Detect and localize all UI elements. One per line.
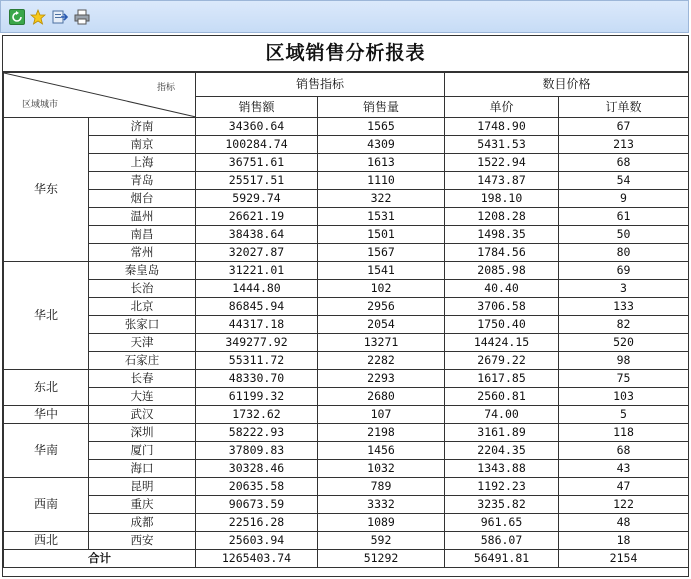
sales-cell: 20635.58: [196, 478, 318, 496]
sales-cell: 1444.80: [196, 280, 318, 298]
orders-cell: 61: [559, 208, 689, 226]
sales-cell: 36751.61: [196, 154, 318, 172]
orders-cell: 82: [559, 316, 689, 334]
corner-header-bottom: 区域城市: [22, 100, 59, 110]
sales-cell: 349277.92: [196, 334, 318, 352]
orders-cell: 75: [559, 370, 689, 388]
price-cell: 1473.87: [445, 172, 559, 190]
city-cell: 长春: [89, 370, 196, 388]
table-row: [4, 496, 689, 514]
price-cell: 2679.22: [445, 352, 559, 370]
orders-cell: 68: [559, 154, 689, 172]
qty-cell: 2293: [318, 370, 445, 388]
qty-cell: 2054: [318, 316, 445, 334]
total-price-cell: 56491.81: [445, 550, 559, 568]
group-header-sales: 销售指标: [196, 73, 445, 97]
table-row: [4, 514, 689, 532]
price-cell: 3161.89: [445, 424, 559, 442]
price-cell: 1208.28: [445, 208, 559, 226]
orders-cell: 50: [559, 226, 689, 244]
qty-cell: 2282: [318, 352, 445, 370]
price-cell: 961.65: [445, 514, 559, 532]
region-cell: 华北: [4, 262, 89, 370]
report-frame: [2, 35, 689, 577]
city-cell: 常州: [89, 244, 196, 262]
table-row: [4, 208, 689, 226]
price-cell: 1192.23: [445, 478, 559, 496]
total-sales-cell: 1265403.74: [196, 550, 318, 568]
qty-cell: 1531: [318, 208, 445, 226]
city-cell: 大连: [89, 388, 196, 406]
table-row: [4, 280, 689, 298]
sales-cell: 48330.70: [196, 370, 318, 388]
price-cell: 198.10: [445, 190, 559, 208]
city-cell: 南京: [89, 136, 196, 154]
price-cell: 1617.85: [445, 370, 559, 388]
table-row: [4, 442, 689, 460]
col-header-price: 单价: [445, 97, 559, 118]
orders-cell: 68: [559, 442, 689, 460]
city-cell: 天津: [89, 334, 196, 352]
refresh-button[interactable]: [9, 9, 25, 25]
sales-cell: 31221.01: [196, 262, 318, 280]
orders-cell: 80: [559, 244, 689, 262]
price-cell: 3706.58: [445, 298, 559, 316]
city-cell: 青岛: [89, 172, 196, 190]
orders-cell: 520: [559, 334, 689, 352]
qty-cell: 13271: [318, 334, 445, 352]
price-cell: 74.00: [445, 406, 559, 424]
sales-cell: 55311.72: [196, 352, 318, 370]
qty-cell: 102: [318, 280, 445, 298]
price-cell: 3235.82: [445, 496, 559, 514]
table-row: [4, 298, 689, 316]
qty-cell: 1089: [318, 514, 445, 532]
qty-cell: 1456: [318, 442, 445, 460]
qty-cell: 1541: [318, 262, 445, 280]
sales-cell: 1732.62: [196, 406, 318, 424]
table-row: [4, 370, 689, 388]
print-icon: [74, 9, 90, 25]
sales-cell: 32027.87: [196, 244, 318, 262]
qty-cell: 1110: [318, 172, 445, 190]
city-cell: 昆明: [89, 478, 196, 496]
col-header-sales: 销售额: [196, 97, 318, 118]
sales-cell: 5929.74: [196, 190, 318, 208]
refresh-icon: [10, 10, 24, 24]
qty-cell: 1565: [318, 118, 445, 136]
report-table: [3, 72, 689, 568]
sales-cell: 100284.74: [196, 136, 318, 154]
table-row: [4, 118, 689, 136]
orders-cell: 18: [559, 532, 689, 550]
price-cell: 2560.81: [445, 388, 559, 406]
qty-cell: 1613: [318, 154, 445, 172]
price-cell: 2085.98: [445, 262, 559, 280]
orders-cell: 69: [559, 262, 689, 280]
export-icon: [52, 9, 68, 25]
price-cell: 1784.56: [445, 244, 559, 262]
total-label: 合计: [4, 550, 196, 568]
table-row: [4, 532, 689, 550]
favorite-button[interactable]: [30, 9, 46, 25]
price-cell: 1343.88: [445, 460, 559, 478]
table-row: [4, 226, 689, 244]
sales-cell: 38438.64: [196, 226, 318, 244]
corner-header: [4, 73, 196, 118]
qty-cell: 322: [318, 190, 445, 208]
city-cell: 上海: [89, 154, 196, 172]
city-cell: 张家口: [89, 316, 196, 334]
city-cell: 重庆: [89, 496, 196, 514]
sales-cell: 61199.32: [196, 388, 318, 406]
orders-cell: 213: [559, 136, 689, 154]
qty-cell: 2198: [318, 424, 445, 442]
table-row: [4, 190, 689, 208]
region-cell: 华中: [4, 406, 89, 424]
table-row: [4, 154, 689, 172]
sales-cell: 90673.59: [196, 496, 318, 514]
print-button[interactable]: [74, 9, 90, 25]
orders-cell: 122: [559, 496, 689, 514]
city-cell: 石家庄: [89, 352, 196, 370]
city-cell: 秦皇岛: [89, 262, 196, 280]
city-cell: 北京: [89, 298, 196, 316]
region-cell: 华南: [4, 424, 89, 478]
table-row: [4, 244, 689, 262]
price-cell: 1498.35: [445, 226, 559, 244]
corner-header-top: 指标: [156, 83, 175, 93]
price-cell: 1522.94: [445, 154, 559, 172]
city-cell: 济南: [89, 118, 196, 136]
city-cell: 烟台: [89, 190, 196, 208]
price-cell: 14424.15: [445, 334, 559, 352]
total-row: [4, 550, 689, 568]
sales-cell: 34360.64: [196, 118, 318, 136]
col-header-qty: 销售量: [318, 97, 445, 118]
qty-cell: 1032: [318, 460, 445, 478]
sales-cell: 86845.94: [196, 298, 318, 316]
sales-cell: 58222.93: [196, 424, 318, 442]
table-row: [4, 352, 689, 370]
toolbar: [0, 0, 689, 33]
qty-cell: 2956: [318, 298, 445, 316]
price-cell: 2204.35: [445, 442, 559, 460]
orders-cell: 98: [559, 352, 689, 370]
col-header-orders: 订单数: [559, 97, 689, 118]
qty-cell: 3332: [318, 496, 445, 514]
table-row: [4, 406, 689, 424]
total-qty-cell: 51292: [318, 550, 445, 568]
orders-cell: 133: [559, 298, 689, 316]
city-cell: 西安: [89, 532, 196, 550]
sales-cell: 30328.46: [196, 460, 318, 478]
orders-cell: 47: [559, 478, 689, 496]
city-cell: 深圳: [89, 424, 196, 442]
sales-cell: 44317.18: [196, 316, 318, 334]
table-row: [4, 424, 689, 442]
table-row: [4, 460, 689, 478]
table-row: [4, 478, 689, 496]
region-cell: 东北: [4, 370, 89, 406]
qty-cell: 789: [318, 478, 445, 496]
sales-cell: 25517.51: [196, 172, 318, 190]
table-row: [4, 262, 689, 280]
city-cell: 南昌: [89, 226, 196, 244]
price-cell: 586.07: [445, 532, 559, 550]
table-row: [4, 136, 689, 154]
table-row: [4, 334, 689, 352]
report-title: 区域销售分析报表: [3, 36, 688, 72]
qty-cell: 1567: [318, 244, 445, 262]
group-header-price: 数目价格: [445, 73, 689, 97]
orders-cell: 43: [559, 460, 689, 478]
table-row: [4, 172, 689, 190]
city-cell: 长治: [89, 280, 196, 298]
city-cell: 武汉: [89, 406, 196, 424]
sales-cell: 26621.19: [196, 208, 318, 226]
qty-cell: 4309: [318, 136, 445, 154]
sales-cell: 37809.83: [196, 442, 318, 460]
sales-cell: 25603.94: [196, 532, 318, 550]
price-cell: 1750.40: [445, 316, 559, 334]
star-icon: [30, 9, 46, 25]
city-cell: 海口: [89, 460, 196, 478]
orders-cell: 67: [559, 118, 689, 136]
city-cell: 厦门: [89, 442, 196, 460]
table-row: [4, 316, 689, 334]
region-cell: 西北: [4, 532, 89, 550]
qty-cell: 2680: [318, 388, 445, 406]
price-cell: 5431.53: [445, 136, 559, 154]
orders-cell: 5: [559, 406, 689, 424]
total-orders-cell: 2154: [559, 550, 689, 568]
price-cell: 1748.90: [445, 118, 559, 136]
qty-cell: 1501: [318, 226, 445, 244]
region-cell: 西南: [4, 478, 89, 532]
sales-cell: 22516.28: [196, 514, 318, 532]
table-row: [4, 388, 689, 406]
orders-cell: 9: [559, 190, 689, 208]
export-button[interactable]: [52, 9, 68, 25]
region-cell: 华东: [4, 118, 89, 262]
price-cell: 40.40: [445, 280, 559, 298]
city-cell: 温州: [89, 208, 196, 226]
orders-cell: 48: [559, 514, 689, 532]
orders-cell: 54: [559, 172, 689, 190]
qty-cell: 592: [318, 532, 445, 550]
orders-cell: 118: [559, 424, 689, 442]
orders-cell: 3: [559, 280, 689, 298]
qty-cell: 107: [318, 406, 445, 424]
orders-cell: 103: [559, 388, 689, 406]
city-cell: 成都: [89, 514, 196, 532]
